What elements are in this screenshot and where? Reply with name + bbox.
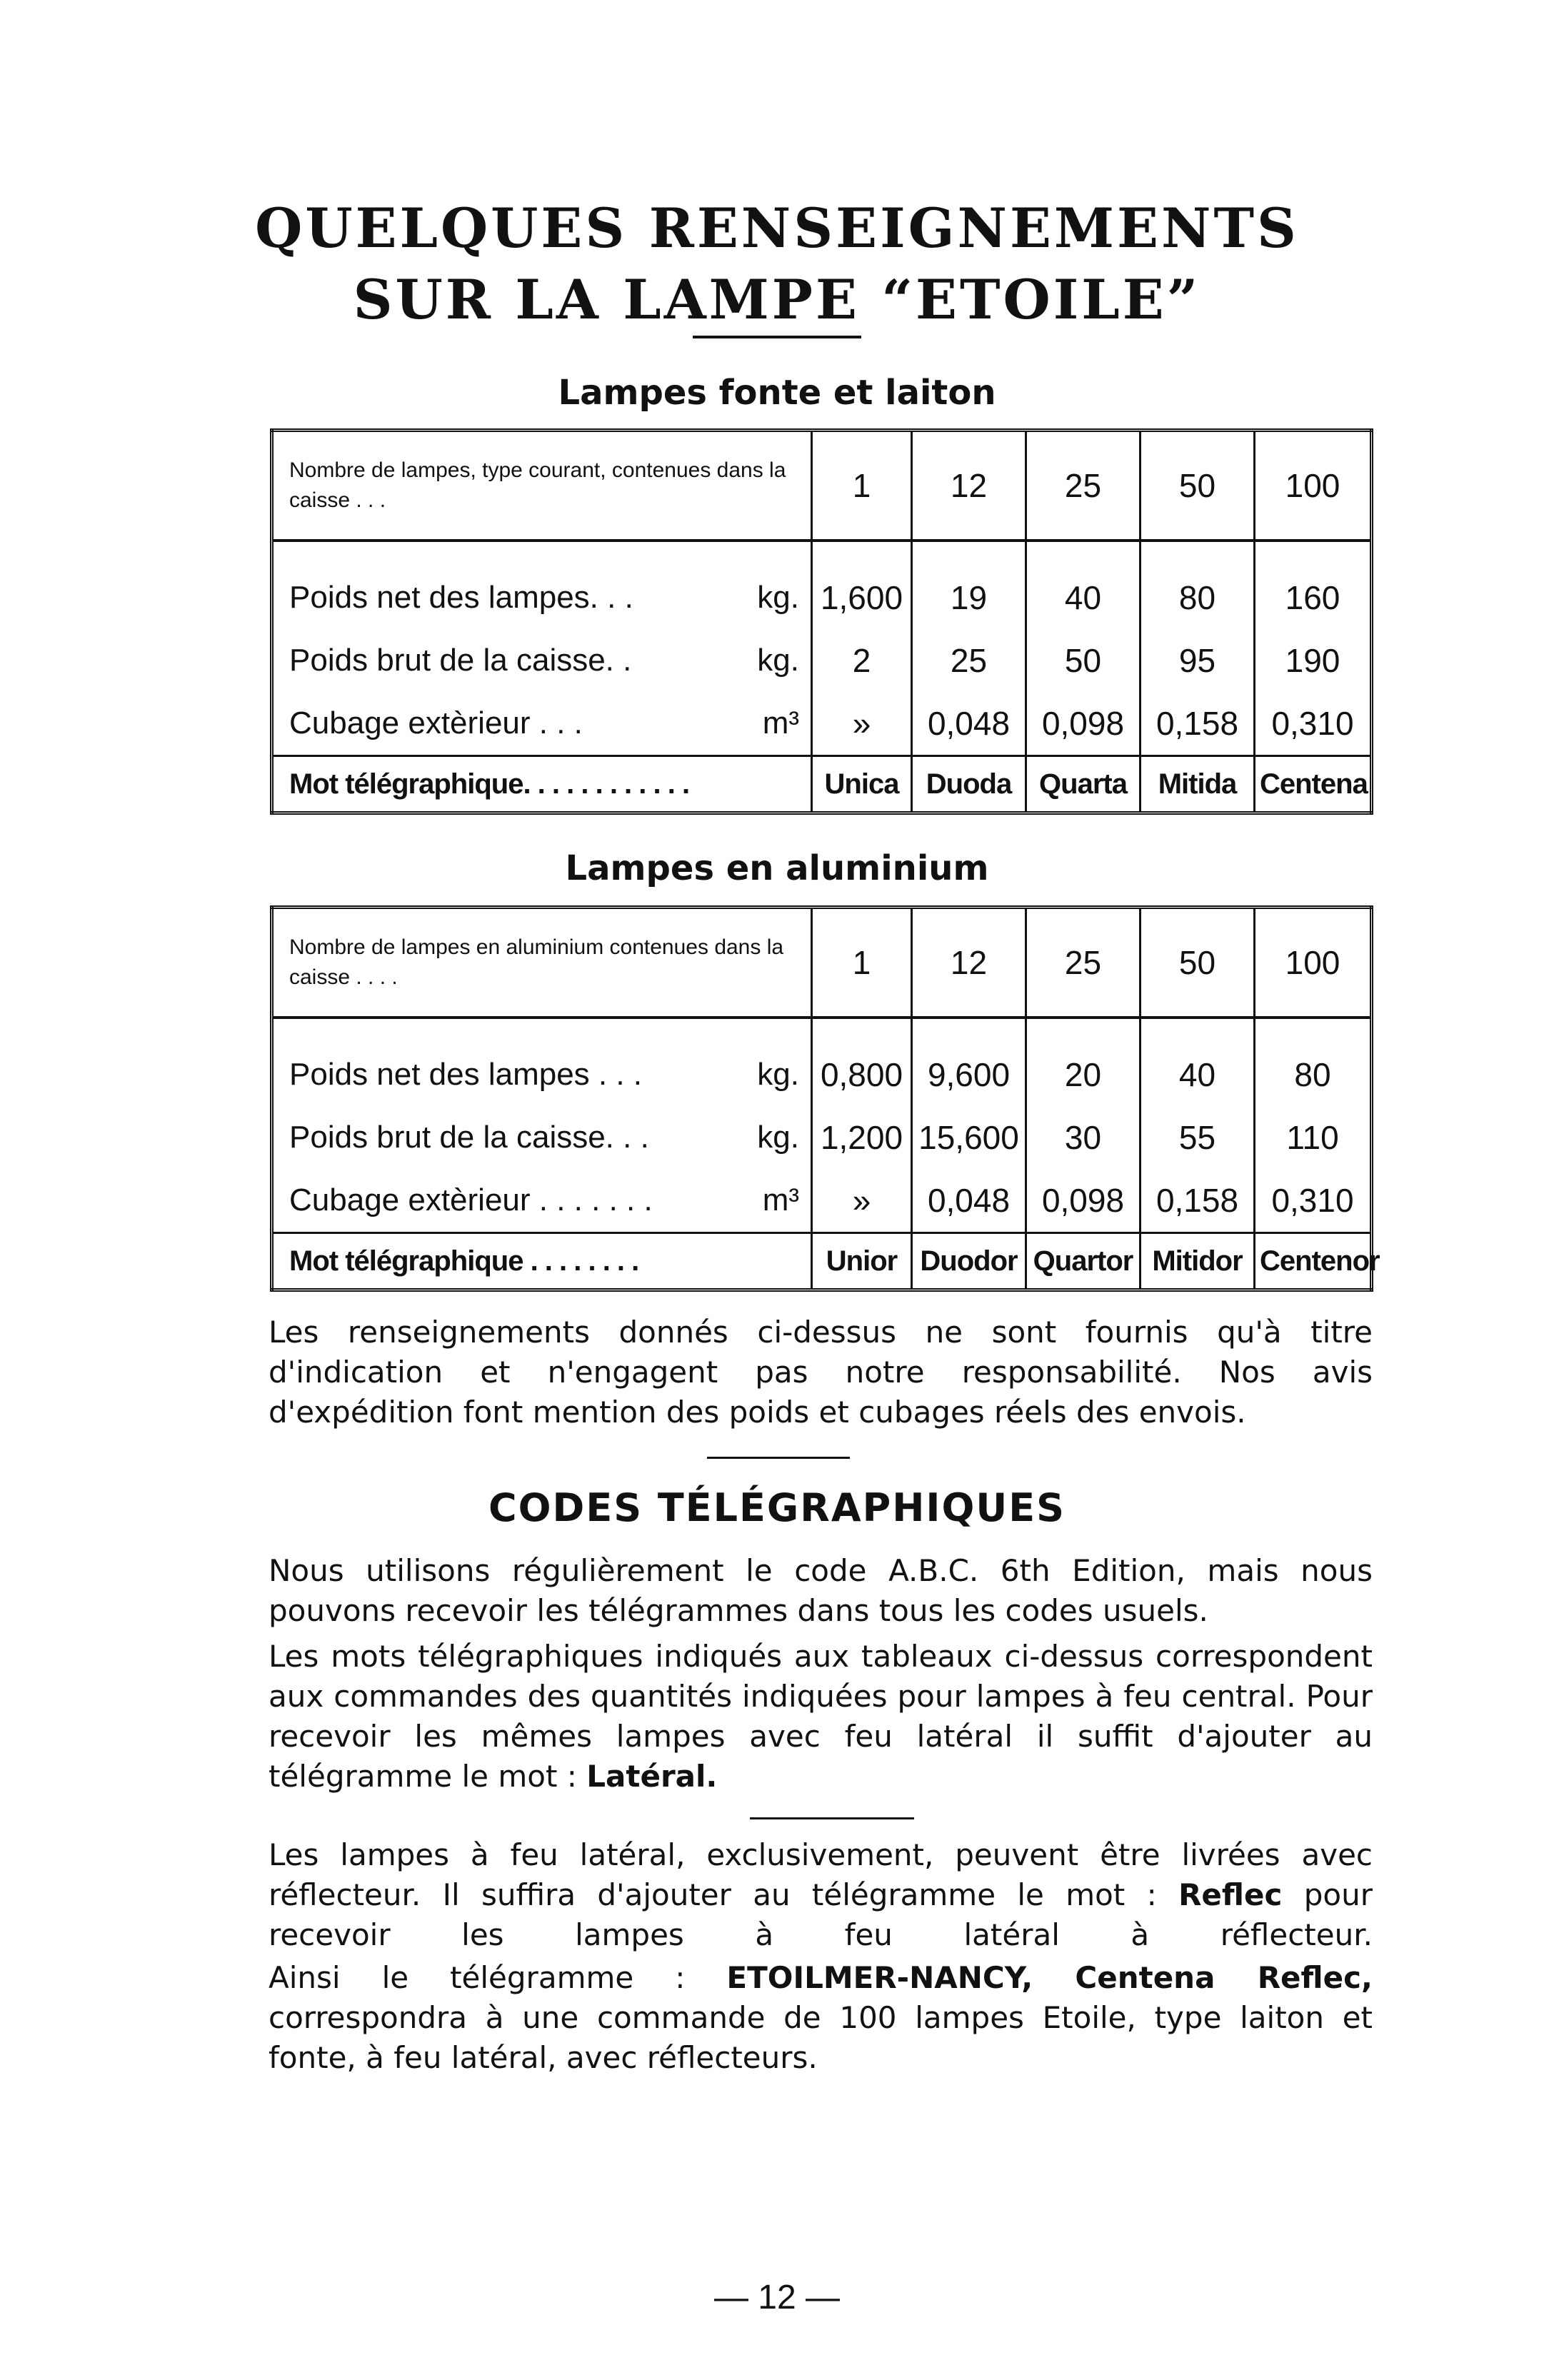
qty-cell: 1: [812, 908, 912, 1018]
qty-cell: 12: [912, 431, 1026, 541]
value-cell: 0,310: [1255, 1169, 1372, 1233]
section-rule: [707, 1457, 850, 1459]
code-row-label: Mot télégraphique. . . . . . . . . . . .: [272, 756, 812, 813]
table-row: [272, 629, 1372, 692]
code-word: Mitidor: [1141, 1233, 1255, 1290]
value-cell: 80: [1141, 541, 1255, 629]
table-row: [272, 541, 1372, 629]
qty-cell: 50: [1141, 908, 1255, 1018]
value-cell: 20: [1026, 1018, 1141, 1106]
p3-text-1: Les lampes à feu latéral, exclusivement, peuvent être livrées avec réflecteur. Il suffira d'ajouter au télégramme le mot :: [269, 1837, 1373, 1912]
value-cell: 80: [1255, 1018, 1372, 1106]
disclaimer-note: Les renseignements donnés ci-dessus ne sont fournis qu'à titre d'indication et n'engagent pas notre responsabilité. Nos avis d'expédition font mention des poids et cubages réels des envois.: [269, 1315, 1373, 1430]
row-label: Cubage extèrieur . . . m³: [289, 706, 799, 740]
qty-cell: 50: [1141, 431, 1255, 541]
code-word: Centenor: [1255, 1233, 1372, 1290]
codes-paragraph-1: Nous utilisons régulièrement le code A.B.C. 6th Edition, mais nous pouvons recevoir les télégrammes dans tous les codes usuels.: [269, 1553, 1373, 1628]
row-label: Poids brut de la caisse. . kg.: [289, 643, 799, 678]
table-row: [272, 1018, 1372, 1106]
code-word: Quarta: [1026, 756, 1141, 813]
table-row: [272, 1169, 1372, 1233]
value-cell: 110: [1255, 1106, 1372, 1169]
row-label: Poids net des lampes. . . kg.: [289, 580, 799, 615]
value-cell: 2: [812, 629, 912, 692]
value-cell: 1,200: [812, 1106, 912, 1169]
value-cell: 9,600: [912, 1018, 1026, 1106]
code-row-label: Mot télégraphique . . . . . . . .: [272, 1233, 812, 1290]
code-word: Quartor: [1026, 1233, 1141, 1290]
table1-caption: Lampes fonte et laiton: [558, 373, 996, 413]
row-label: Poids net des lampes . . . kg.: [289, 1057, 799, 1092]
value-cell: 15,600: [912, 1106, 1026, 1169]
row-label: Poids brut de la caisse. . . kg.: [289, 1120, 799, 1155]
p2-keyword: Latéral.: [586, 1759, 718, 1794]
value-cell: 190: [1255, 629, 1372, 692]
table-row: [272, 1106, 1372, 1169]
value-cell: »: [812, 692, 912, 756]
table-aluminium: [270, 905, 1380, 1292]
value-cell: 0,048: [912, 1169, 1026, 1233]
value-cell: 25: [912, 629, 1026, 692]
value-cell: 0,800: [812, 1018, 912, 1106]
code-word: Duodor: [912, 1233, 1026, 1290]
code-word: Centena: [1255, 756, 1372, 813]
qty-cell: 100: [1255, 431, 1372, 541]
qty-cell: 25: [1026, 431, 1141, 541]
title-line-2: SUR LA LAMPE “ETOILE”: [353, 268, 1201, 331]
value-cell: 30: [1026, 1106, 1141, 1169]
value-cell: 0,158: [1141, 692, 1255, 756]
codes-paragraph-3: [269, 1835, 1373, 1955]
table-fonte-laiton: [270, 428, 1373, 815]
code-word: Unica: [812, 756, 912, 813]
qty-cell: 12: [912, 908, 1026, 1018]
p4-keyword: ETOILMER-NANCY, Centena Reflec,: [726, 1960, 1373, 1995]
p4-text-1: Ainsi le télégramme :: [269, 1960, 686, 1995]
value-cell: 0,158: [1141, 1169, 1255, 1233]
page-number: — 12 —: [713, 2279, 841, 2316]
p4-text-2: correspondra à une commande de 100 lampes Etoile, type laiton et fonte, à feu latéral, avec réflecteurs.: [269, 2000, 1373, 2075]
codes-heading: CODES TÉLÉGRAPHIQUES: [488, 1485, 1066, 1530]
table-header-row: [272, 908, 1372, 1018]
code-word: Mitida: [1141, 756, 1255, 813]
table-header-row: [272, 431, 1372, 541]
value-cell: 50: [1026, 629, 1141, 692]
value-cell: 0,048: [912, 692, 1026, 756]
header-label: Nombre de lampes en aluminium contenues dans la caisse . . . .: [272, 908, 812, 1018]
value-cell: »: [812, 1169, 912, 1233]
value-cell: 19: [912, 541, 1026, 629]
codes-paragraph-2: [269, 1637, 1373, 1797]
p2-text: Les mots télégraphiques indiqués aux tableaux ci-dessus correspondent aux commandes des quantités indiquées pour lampes à feu central. Pour recevoir les mêmes lampes avec feu latéral il suffit d'ajouter au télégramme le mot :: [269, 1639, 1373, 1794]
qty-cell: 1: [812, 431, 912, 541]
title-rule: [693, 336, 861, 338]
value-cell: 0,098: [1026, 692, 1141, 756]
value-cell: 0,098: [1026, 1169, 1141, 1233]
header-label: Nombre de lampes, type courant, contenues dans la caisse . . .: [272, 431, 812, 541]
code-row: [272, 756, 1372, 813]
value-cell: 55: [1141, 1106, 1255, 1169]
code-word: Duoda: [912, 756, 1026, 813]
codes-paragraph-4: [269, 1958, 1373, 2078]
qty-cell: 100: [1255, 908, 1372, 1018]
value-cell: 0,310: [1255, 692, 1372, 756]
page-title: [0, 193, 1554, 336]
row-label: Cubage extèrieur . . . . . . . m³: [289, 1183, 799, 1217]
table-row: [272, 692, 1372, 756]
code-word: Unior: [812, 1233, 912, 1290]
value-cell: 40: [1026, 541, 1141, 629]
value-cell: 95: [1141, 629, 1255, 692]
title-line-1: QUELQUES RENSEIGNEMENTS: [255, 196, 1299, 260]
value-cell: 40: [1141, 1018, 1255, 1106]
value-cell: 160: [1255, 541, 1372, 629]
section-rule: [750, 1817, 914, 1819]
p3-keyword: Reflec: [1178, 1877, 1283, 1912]
value-cell: 1,600: [812, 541, 912, 629]
table2-caption: Lampes en aluminium: [565, 848, 989, 888]
code-row: [272, 1233, 1372, 1290]
p3-text-2: pour recevoir les lampes à feu latéral à réflecteur.: [269, 1877, 1373, 1952]
qty-cell: 25: [1026, 908, 1141, 1018]
